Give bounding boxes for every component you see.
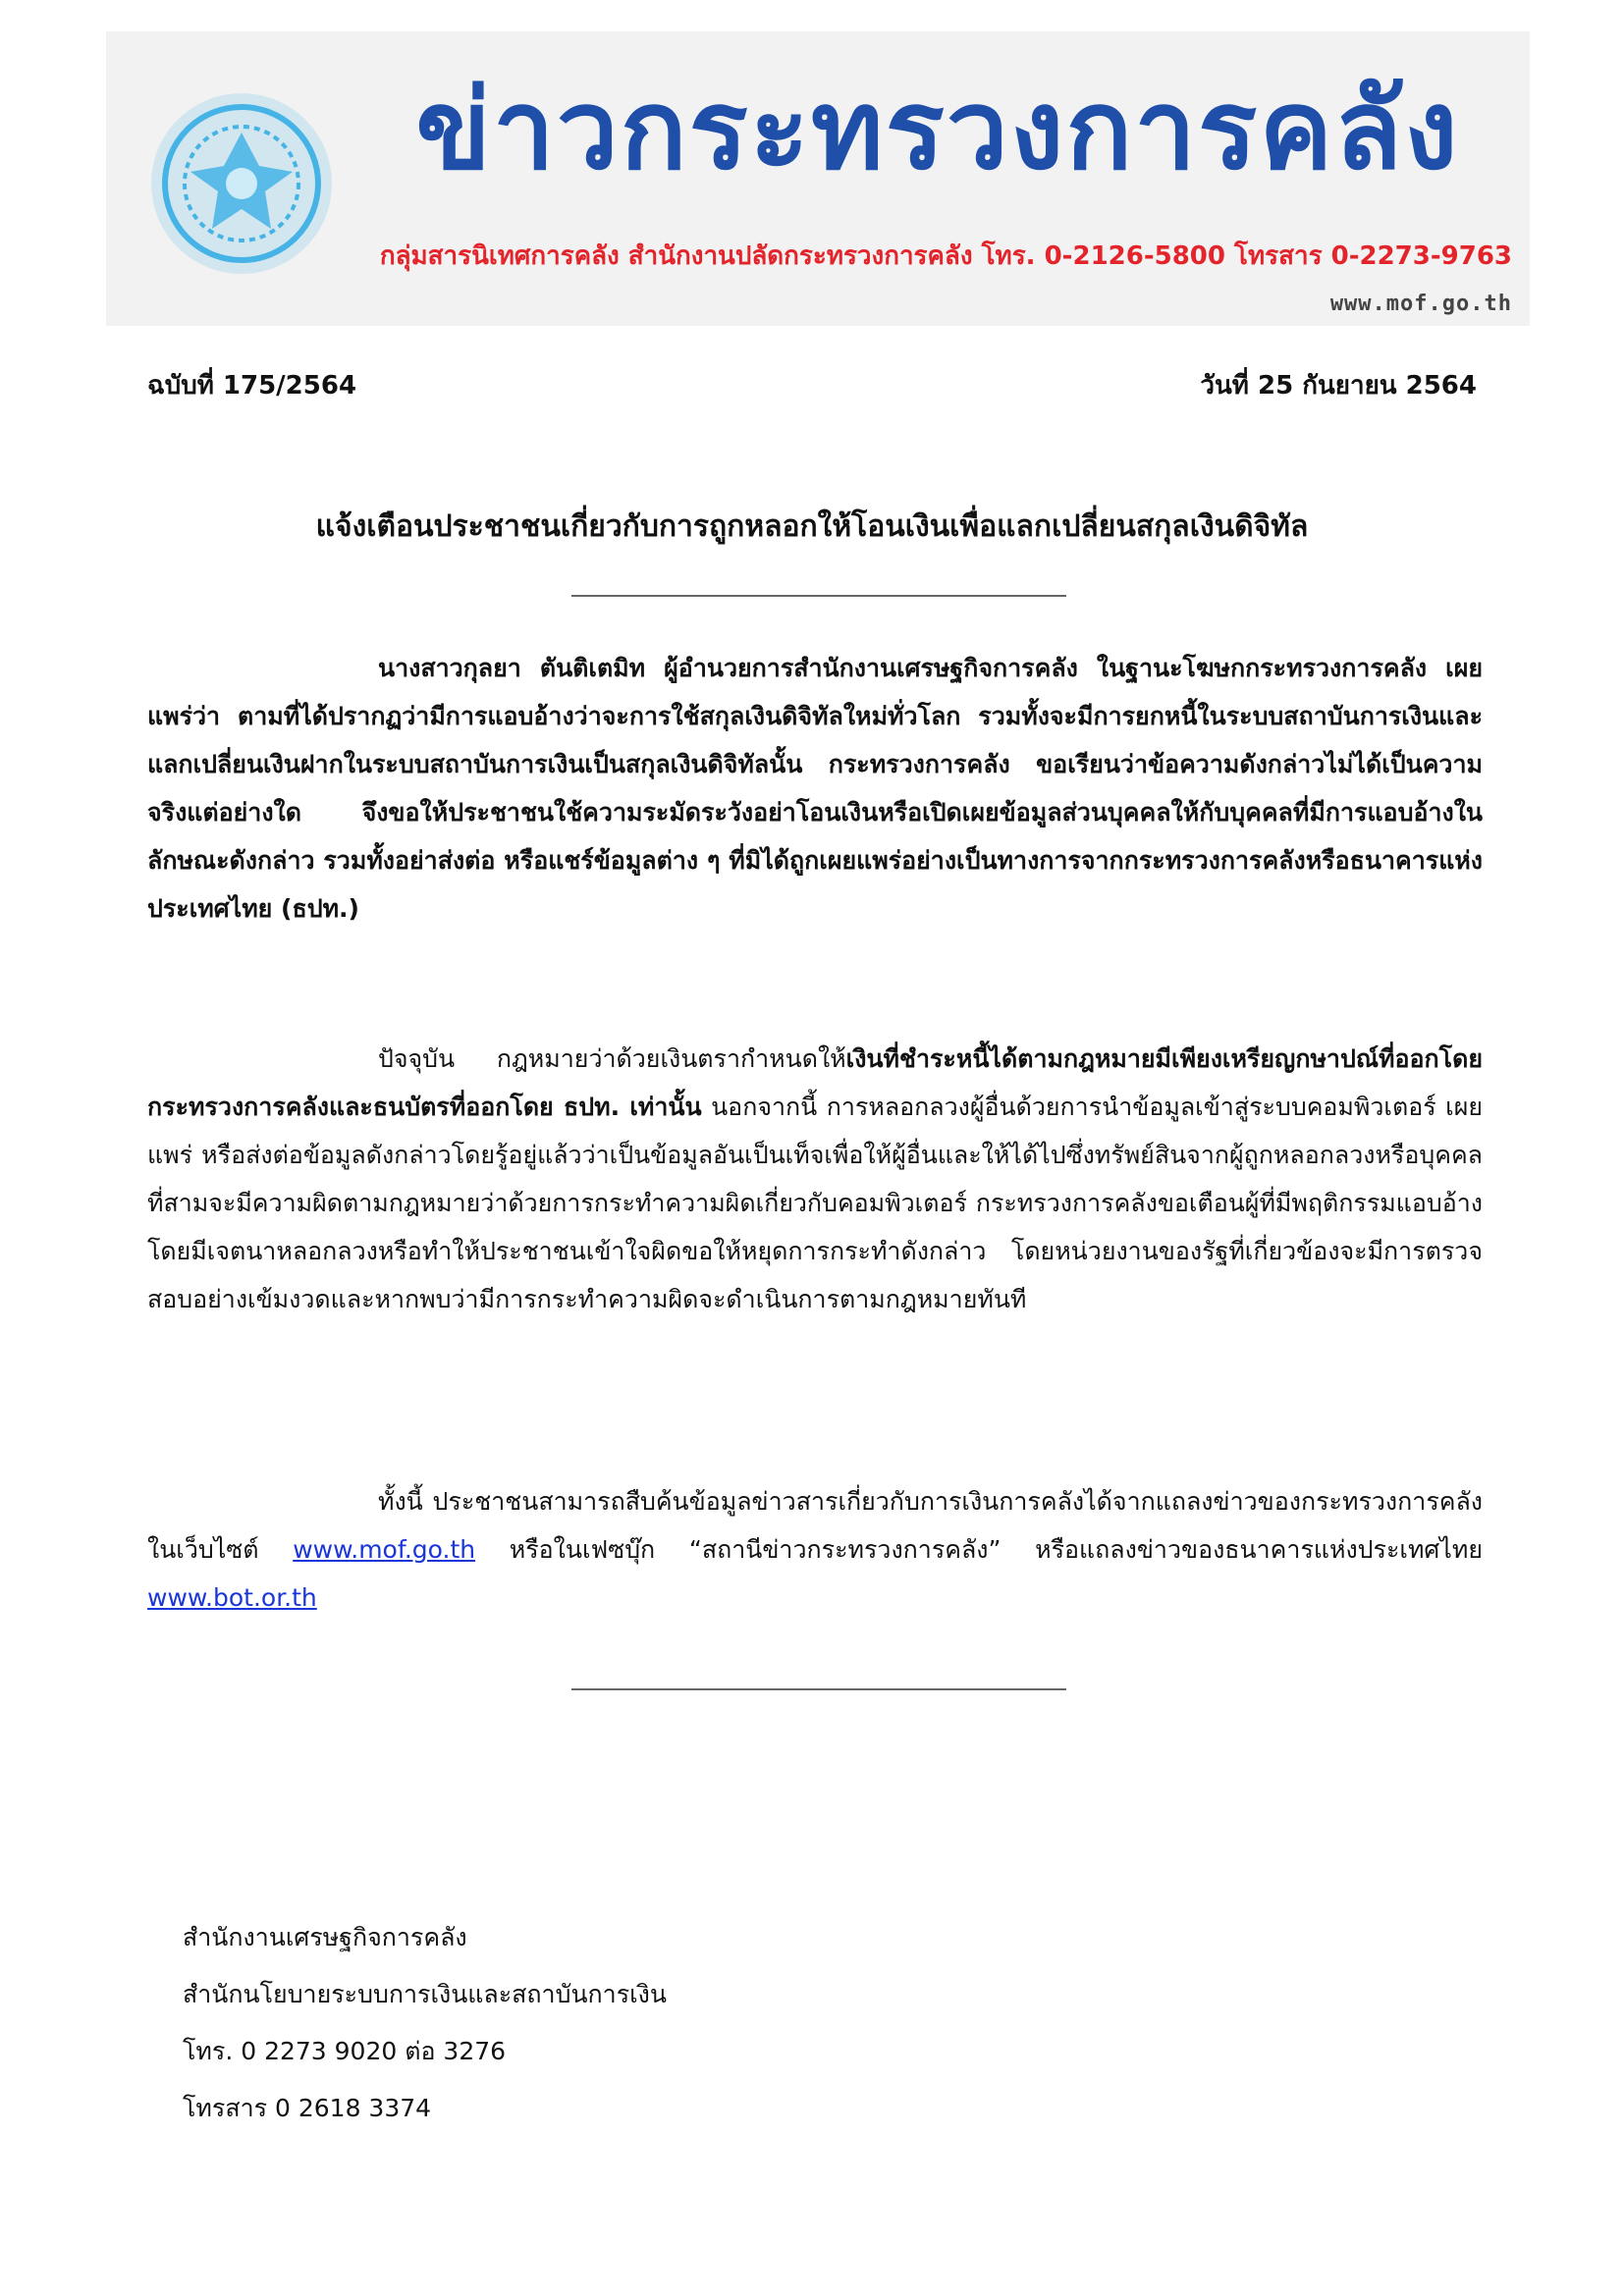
mof-website-link[interactable]: www.mof.go.th: [293, 1535, 476, 1564]
end-divider: [571, 1688, 1066, 1690]
contact-office: สำนักงานเศรษฐกิจการคลัง: [183, 1923, 467, 1951]
issue-date: วันที่ 25 กันยายน 2564: [1200, 370, 1477, 400]
masthead-title: ข่าวกระทรวงการคลัง: [415, 67, 1460, 194]
paragraph-2-emphasis: เงินที่ชำระหนี้ได้ตามกฎหมายมีเพียงเหรียญกษาปณ์ที่ออกโดยกระทรวงการคลังและธนบัตรที่ออกโดย ธปท. เท่านั้น: [147, 1044, 1483, 1121]
paragraph-2: [147, 1035, 1483, 1323]
title-divider: [571, 595, 1066, 597]
paragraph-3-intro: ทั้งนี้ ประชาชนสามารถสืบค้นข้อมูลข่าวสารเกี่ยวกับการเงินการคลังได้จากแถลงข่าวของกระทรวงการคลังในเว็บไซต์: [147, 1487, 1483, 1564]
paragraph-2-rest: นอกจากนี้ การหลอกลวงผู้อื่นด้วยการนำข้อมูลเข้าสู่ระบบคอมพิวเตอร์ เผยแพร่ หรือส่งต่อข้อมูลดังกล่าวโดยรู้อยู่แล้วว่าเป็นข้อมูลอันเป็นเท็จเพื่อให้ผู้อื่นและให้ได้ไปซึ่งทรัพย์สินจากผู้ถูกหลอกลวงหรือบุคคลที่สามจะมีความผิดตามกฎหมายว่าด้วยการกระทำความผิดเกี่ยวกับคอมพิวเตอร์ กระทรวงการคลังขอเตือนผู้ที่มีพฤติกรรมแอบอ้างโดยมีเจตนาหลอกลวงหรือทำให้ประชาชนเข้าใจผิดขอให้หยุดการกระทำดังกล่าว โดยหน่วยงานของรัฐที่เกี่ยวข้องจะมีการตรวจสอบอย่างเข้มงวดและหากพบว่ามีการกระทำความผิดจะดำเนินการตามกฎหมายทันที: [147, 1093, 1484, 1313]
bot-website-link[interactable]: www.bot.or.th: [147, 1583, 317, 1612]
paragraph-3-middle: หรือในเฟซบุ๊ก “สถานีข่าวกระทรวงการคลัง” หรือแถลงข่าวของธนาคารแห่งประเทศไทย: [475, 1535, 1483, 1564]
contact-block: [183, 1909, 1066, 2137]
masthead-banner: [106, 31, 1530, 326]
contact-fax: โทรสาร 0 2618 3374: [183, 2094, 432, 2122]
paragraph-1: นางสาวกุลยา ตันติเตมิท ผู้อำนวยการสำนักงานเศรษฐกิจการคลัง ในฐานะโฆษกกระทรวงการคลัง เผยแพร่ว่า ตามที่ได้ปรากฏว่ามีการแอบอ้างว่าจะการใช้สกุลเงินดิจิทัลใหม่ทั่วโลก รวมทั้งจะมีการยกหนี้ในระบบสถาบันการเงินและแลกเปลี่ยนเงินฝากในระบบสถาบันการเงินเป็นสกุลเงินดิจิทัลนั้น กระทรวงการคลัง ขอเรียนว่าข้อความดังกล่าวไม่ได้เป็นความจริงแต่อย่างใด จึงขอให้ประชาชนใช้ความระมัดระวังอย่าโอนเงินหรือเปิดเผยข้อมูลส่วนบุคคลให้กับบุคคลที่มีการแอบอ้างในลักษณะดังกล่าว รวมทั้งอย่าส่งต่อ หรือแชร์ข้อมูลต่าง ๆ ที่มิได้ถูกเผยแพร่อย่างเป็นทางการจากกระทรวงการคลังหรือธนาคารแห่งประเทศไทย (ธปท.): [147, 654, 1483, 923]
masthead-contact: กลุ่มสารนิเทศการคลัง สำนักงานปลัดกระทรวงการคลัง โทร. 0-2126-5800 โทรสาร 0-2273-9763: [379, 240, 1512, 271]
garuda-seal-logo: [143, 85, 340, 282]
issue-number: ฉบับที่ 175/2564: [147, 370, 357, 400]
masthead: [363, 51, 1512, 316]
contact-phone: โทร. 0 2273 9020 ต่อ 3276: [183, 2037, 507, 2065]
masthead-website: www.mof.go.th: [1329, 291, 1512, 316]
paragraph-2-intro: ปัจจุบัน กฎหมายว่าด้วยเงินตรากำหนดให้: [378, 1044, 846, 1073]
contact-bureau: สำนักนโยบายระบบการเงินและสถาบันการเงิน: [183, 1980, 667, 2008]
paragraph-3: [147, 1477, 1483, 1622]
press-release-title: แจ้งเตือนประชาชนเกี่ยวกับการถูกหลอกให้โอนเงินเพื่อแลกเปลี่ยนสกุลเงินดิจิทัล: [315, 508, 1309, 544]
